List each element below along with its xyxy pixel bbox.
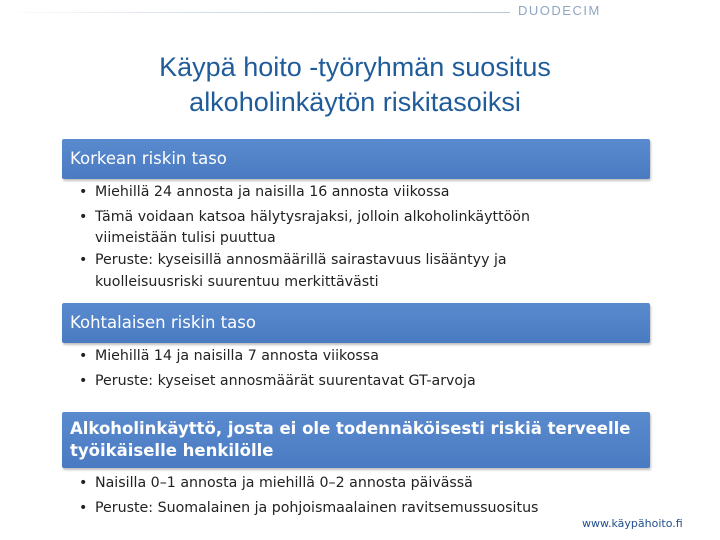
- bullet-dot: •: [79, 475, 88, 491]
- list-item: [78, 369, 638, 394]
- footer-url[interactable]: www.käypähoito.fi: [582, 517, 683, 530]
- low-risk-list: [78, 471, 638, 520]
- moderate-risk-list: [78, 344, 638, 393]
- bullet-text: Peruste: kyseisillä annosmäärillä sairastavuus lisääntyy ja: [95, 252, 507, 268]
- slide-title: [70, 50, 640, 120]
- list-item: [78, 344, 638, 369]
- section-heading-high-risk: Korkean riskin taso: [62, 139, 650, 179]
- bullet-text: Naisilla 0–1 annosta ja miehillä 0–2 annosta päivässä: [95, 475, 473, 491]
- bullet-text: Miehillä 14 ja naisilla 7 annosta viikossa: [95, 348, 379, 364]
- list-item: [78, 180, 638, 205]
- section-heading-low-risk: [62, 412, 650, 468]
- bullet-dot: •: [79, 372, 88, 389]
- heading-line-1: Alkoholinkäyttö, josta ei ole todennäköisesti riskiä terveelle: [70, 419, 631, 438]
- header-rule: [0, 12, 510, 13]
- bullet-dot: •: [79, 499, 88, 516]
- duodecim-logo: DUODECIM: [518, 3, 601, 18]
- title-line-1: Käypä hoito -työryhmän suositus: [159, 52, 551, 82]
- list-item: [78, 205, 638, 249]
- list-item: [78, 248, 638, 292]
- bullet-text: Peruste: kyseiset annosmäärät suurentavat GT-arvoja: [95, 372, 476, 389]
- list-item: [78, 471, 638, 496]
- section-heading-moderate-risk: Kohtalaisen riskin taso: [62, 303, 650, 343]
- bullet-text: Tämä voidaan katsoa hälytysrajaksi, jolloin alkoholinkäyttöön: [95, 208, 530, 225]
- list-item: [78, 496, 638, 521]
- bullet-dot: •: [79, 252, 88, 268]
- bullet-dot: •: [79, 348, 88, 364]
- bullet-text-continued: kuolleisuusriski suurentuu merkittävästi: [95, 273, 379, 290]
- bullet-dot: •: [79, 184, 88, 200]
- bullet-text: Peruste: Suomalainen ja pohjoismaalainen ravitsemussuositus: [95, 499, 539, 516]
- heading-line-2: työikäiselle henkilölle: [70, 441, 274, 460]
- bullet-dot: •: [79, 208, 88, 225]
- bullet-text-continued: viimeistään tulisi puuttua: [95, 230, 276, 246]
- bullet-text: Miehillä 24 annosta ja naisilla 16 annosta viikossa: [95, 184, 450, 200]
- title-line-2: alkoholinkäytön riskitasoiksi: [189, 87, 521, 117]
- high-risk-list: [78, 180, 638, 292]
